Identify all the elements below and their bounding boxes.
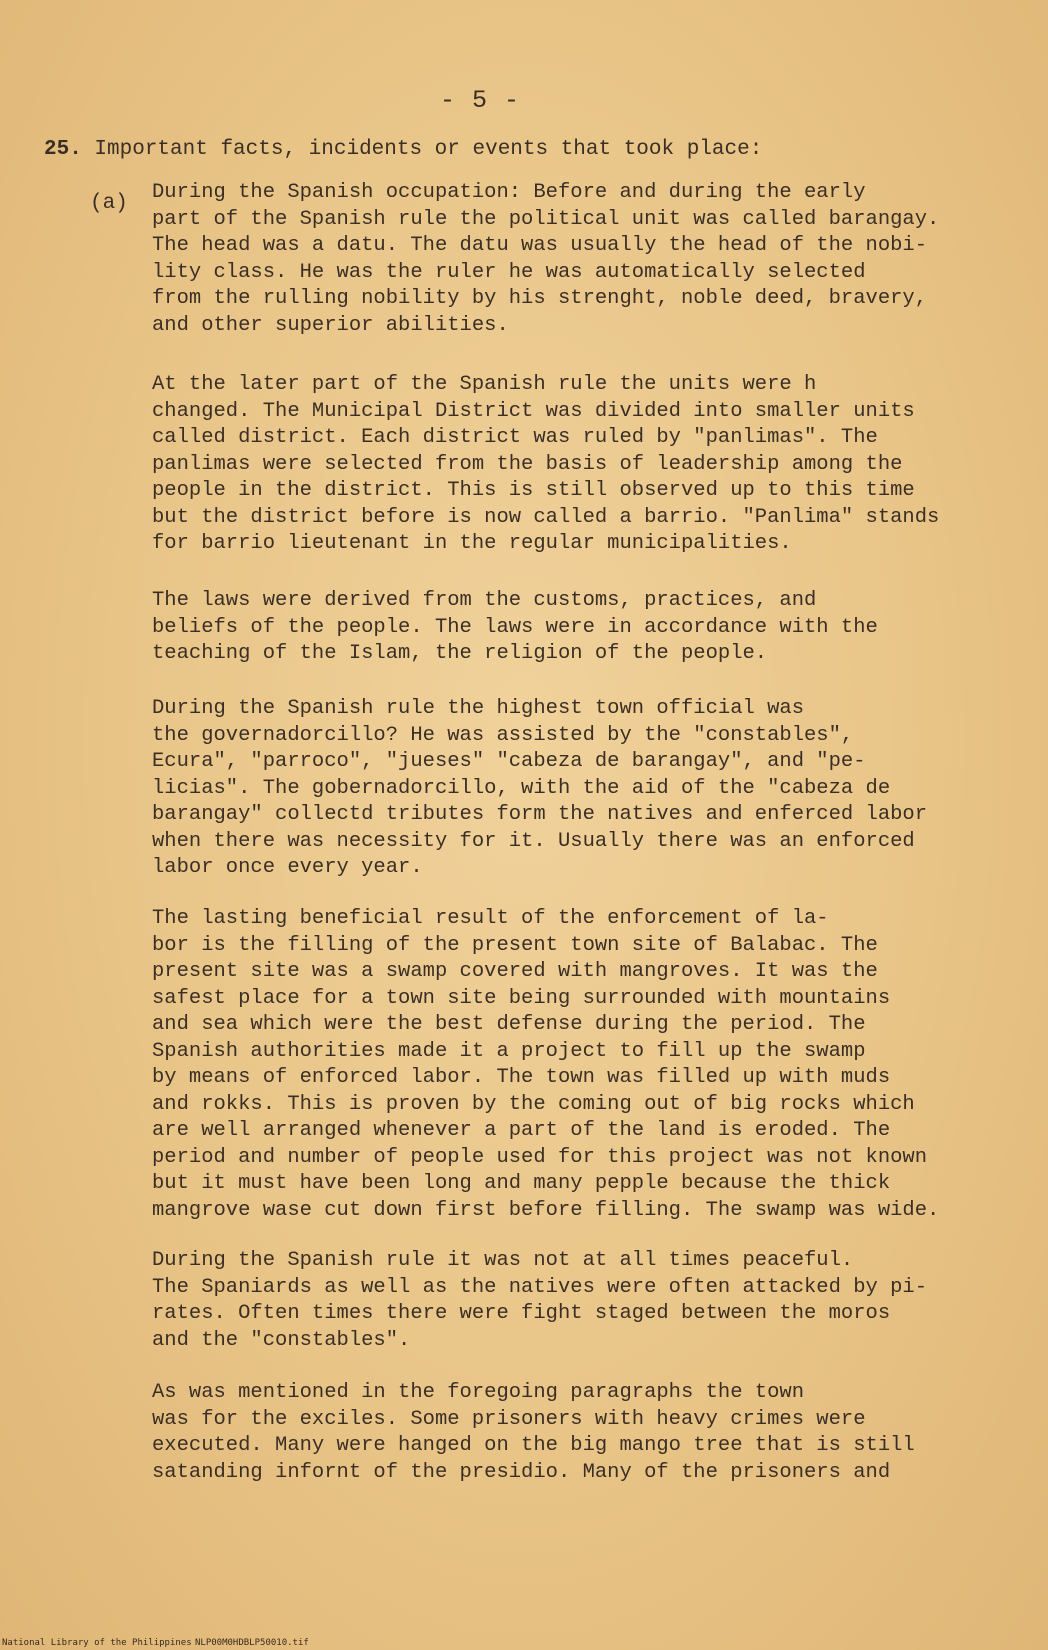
text-line: labor once every year. bbox=[152, 856, 423, 879]
text-line: but it must have been long and many pepple because the thick bbox=[152, 1172, 891, 1195]
file-id: NLP00M0HDBLP50010.tif bbox=[195, 1638, 309, 1648]
text-line: The laws were derived from the customs, practices, and bbox=[152, 589, 817, 612]
text-line: panlimas were selected from the basis of leadership among the bbox=[152, 452, 903, 476]
text-line: satanding infornt of the presidio. Many of the prisoners and bbox=[152, 1460, 891, 1484]
item-heading bbox=[44, 138, 762, 161]
text-line: people in the district. This is still observed up to this time bbox=[152, 479, 915, 502]
text-line: but the district before is now called a barrio. "Panlima" stands bbox=[152, 505, 940, 529]
paragraph-4 bbox=[152, 696, 1012, 882]
text-line: barangay" collectd tributes form the natives and enferced labor bbox=[152, 803, 928, 826]
paragraph-2 bbox=[152, 372, 1012, 558]
text-line: when there was necessity for it. Usually there was an enforced bbox=[152, 829, 915, 853]
item-number: 25. bbox=[44, 138, 82, 161]
text-line: The lasting beneficial result of the enforcement of la- bbox=[152, 907, 829, 930]
text-line: called district. Each district was ruled by "panlimas". The bbox=[152, 426, 878, 449]
text-line: lity class. He was the ruler he was automatically selected bbox=[152, 260, 866, 284]
paragraph-3 bbox=[152, 588, 1012, 668]
text-line: rates. Often times there were fight staged between the moros bbox=[152, 1302, 891, 1325]
text-line: part of the Spanish rule the political unit was called barangay. bbox=[152, 207, 940, 231]
text-line: and the "constables". bbox=[152, 1328, 411, 1352]
subsection-label: (a) bbox=[90, 192, 128, 215]
text-line: The Spaniards as well as the natives were often attacked by pi- bbox=[152, 1275, 928, 1299]
text-line: During the Spanish rule it was not at all times peaceful. bbox=[152, 1249, 854, 1272]
text-line: for barrio lieutenant in the regular municipalities. bbox=[152, 532, 792, 555]
text-line: The head was a datu. The datu was usually the head of the nobi- bbox=[152, 234, 928, 257]
paragraph-5 bbox=[152, 906, 1012, 1224]
text-line: During the Spanish rule the highest town official was bbox=[152, 697, 805, 720]
library-credit: National Library of the Philippines bbox=[2, 1638, 192, 1648]
text-line: and rokks. This is proven by the coming out of big rocks which bbox=[152, 1092, 915, 1116]
text-line: bor is the filling of the present town site of Balabac. The bbox=[152, 933, 878, 957]
text-line: and sea which were the best defense during the period. The bbox=[152, 1013, 866, 1036]
text-line: teaching of the Islam, the religion of the people. bbox=[152, 642, 768, 665]
text-line: Ecura", "parroco", "jueses" "cabeza de barangay", and "pe- bbox=[152, 750, 866, 773]
text-line: are well arranged whenever a part of the land is eroded. The bbox=[152, 1119, 891, 1142]
text-line: safest place for a town site being surrounded with mountains bbox=[152, 986, 891, 1010]
paragraph-6 bbox=[152, 1248, 1012, 1354]
text-line: by means of enforced labor. The town was filled up with muds bbox=[152, 1066, 891, 1089]
paragraph-7 bbox=[152, 1380, 1012, 1486]
text-line: licias". The gobernadorcillo, with the aid of the "cabeza de bbox=[152, 776, 891, 800]
text-line: period and number of people used for this project was not known bbox=[152, 1145, 928, 1169]
text-line: beliefs of the people. The laws were in accordance with the bbox=[152, 615, 878, 639]
text-line: mangrove wase cut down first before filling. The swamp was wide. bbox=[152, 1198, 940, 1222]
text-line: During the Spanish occupation: Before and during the early bbox=[152, 181, 866, 204]
text-line: present site was a swamp covered with mangroves. It was the bbox=[152, 960, 878, 983]
text-line: executed. Many were hanged on the big mango tree that is still bbox=[152, 1434, 915, 1457]
paragraph-1 bbox=[152, 180, 1012, 339]
text-line: changed. The Municipal District was divided into smaller units bbox=[152, 399, 915, 423]
text-line: and other superior abilities. bbox=[152, 313, 509, 337]
text-line: the governadorcillo? He was assisted by the "constables", bbox=[152, 723, 854, 747]
text-line: was for the exciles. Some prisoners with heavy crimes were bbox=[152, 1407, 866, 1431]
text-line: As was mentioned in the foregoing paragraphs the town bbox=[152, 1381, 805, 1404]
text-line: At the later part of the Spanish rule the units were h bbox=[152, 373, 817, 396]
text-line: from the rulling nobility by his strenght, noble deed, bravery, bbox=[152, 287, 928, 310]
item-title: Important facts, incidents or events that took place: bbox=[94, 138, 763, 161]
text-line: Spanish authorities made it a project to fill up the swamp bbox=[152, 1039, 866, 1063]
page-number: - 5 - bbox=[440, 86, 521, 115]
